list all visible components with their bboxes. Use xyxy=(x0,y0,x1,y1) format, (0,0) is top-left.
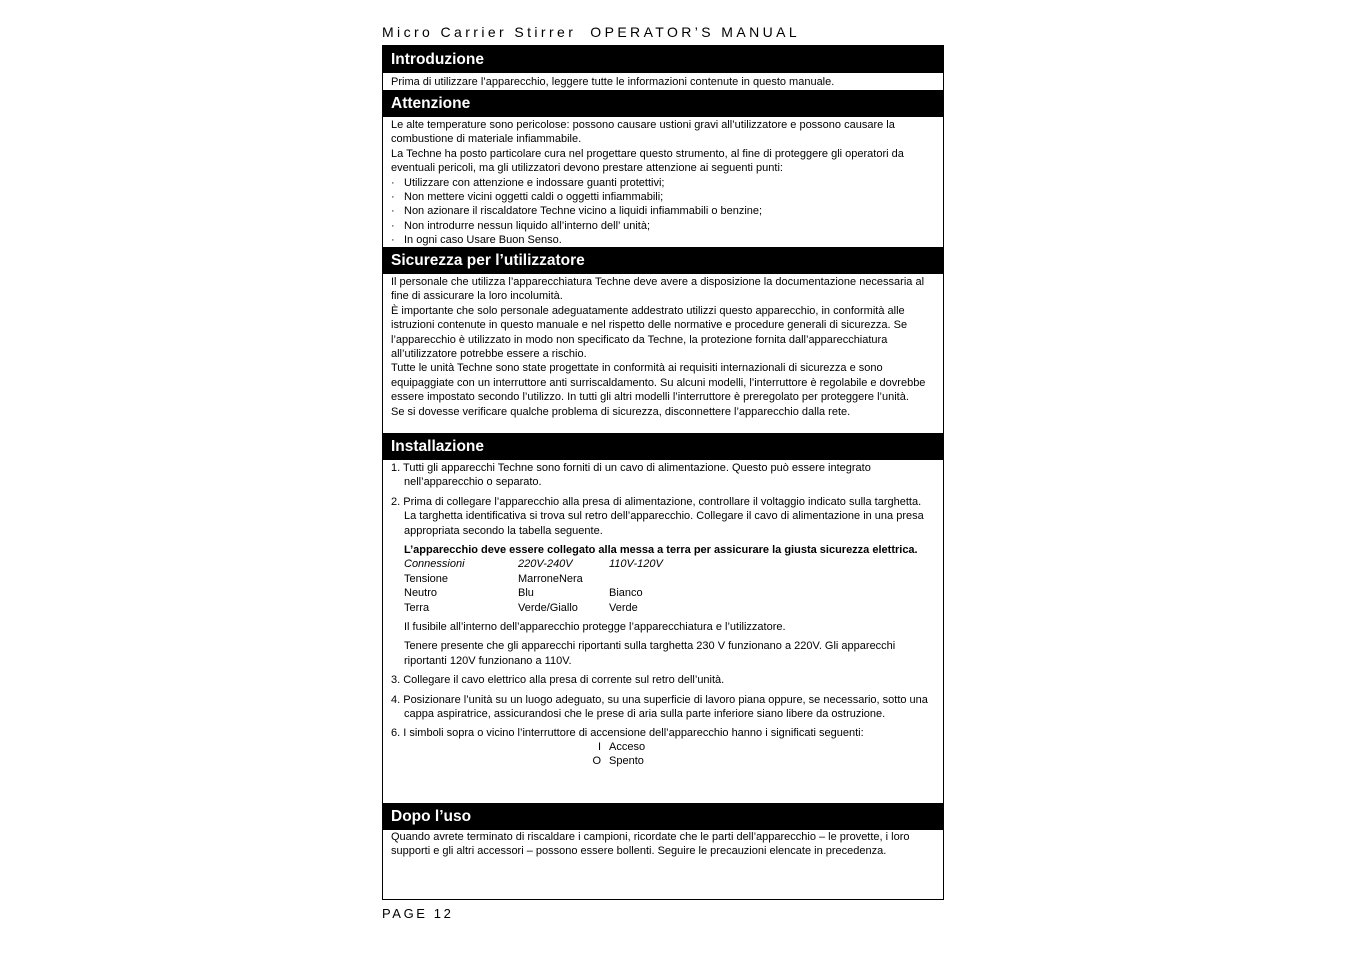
symbol-on: I xyxy=(597,740,601,753)
section-body-sicurezza xyxy=(383,274,943,433)
wiring-table xyxy=(391,557,935,615)
table-row xyxy=(404,586,935,600)
attenzione-p1: Le alte temperature sono pericolose: possono causare ustioni gravi all’utilizzatore e possono causare la combustione di materiale infiammabile. xyxy=(391,119,895,146)
list-item: · Non mettere vicini oggetti caldi o oggetti infiammabili; xyxy=(391,190,935,204)
section-title-dopo-uso: Dopo l’uso xyxy=(383,803,943,830)
voltage-note: Tenere presente che gli apparecchi riportanti sulla targhetta 230 V funzionano a 220V. Gli apparecchi riportanti 120V funzionano a 110V. xyxy=(404,640,896,667)
manual-content xyxy=(382,45,944,900)
section-title-sicurezza: Sicurezza per l’utilizzatore xyxy=(383,247,943,274)
symbol-meaning: Acceso xyxy=(609,740,646,753)
table-cell: MarroneNera xyxy=(518,572,583,585)
section-body-introduzione xyxy=(383,73,943,90)
dopo-text: Quando avrete terminato di riscaldare i campioni, ricordate che le parti dell’apparecchio – le provette, i loro supporti e gli altri accessori – possono essere bollenti. Seguire le precauzioni elencate in precedenza. xyxy=(391,831,910,858)
table-header-cell: 110V-120V xyxy=(609,558,663,571)
fuse-note: Il fusibile all’interno dell’apparecchio protegge l’apparecchiatura e l’utilizzatore. xyxy=(404,621,786,634)
manual-title: OPERATOR’S MANUAL xyxy=(590,24,801,40)
section-title-installazione: Installazione xyxy=(383,433,943,460)
section-body-attenzione xyxy=(383,117,943,247)
earth-warning: L’apparecchio deve essere collegato alla messa a terra per assicurare la giusta sicurezza elettrica. xyxy=(404,544,918,557)
sicurezza-p1: Il personale che utilizza l’apparecchiatura Techne deve avere a disposizione la documentazione necessaria al fine di assicurare la loro incolumità. xyxy=(391,276,925,303)
sicurezza-p4: Se si dovesse verificare qualche problema di sicurezza, disconnettere l’apparecchio dalla rete. xyxy=(391,405,851,418)
list-item: · Non introdurre nessun liquido all’interno dell’ unità; xyxy=(391,219,935,233)
install-step-1: 1. Tutti gli apparecchi Techne sono forniti di un cavo di alimentazione. Questo può essere integrato nell’apparecchio o separato. xyxy=(391,462,871,489)
intro-text: Prima di utilizzare l’apparecchio, leggere tutte le informazioni contenute in questo manuale. xyxy=(391,76,835,88)
install-step-2: 2. Prima di collegare l’apparecchio alla presa di alimentazione, controllare il voltaggio indicato sulla targhetta. La targhetta identificativa si trova sul retro dell’apparecchio. Collegare il cavo di alimentazione in una presa appropriata secondo la tabella seguente. xyxy=(391,495,924,537)
symbol-off: O xyxy=(592,755,601,768)
install-step-4: 4. Posizionare l’unità su un luogo adeguato, su una superficie di lavoro piana oppure, se necessario, sotto una cappa aspiratrice, assicurandosi che le prese di aria sulla parte inferiore siano libere da ostruzione. xyxy=(391,693,928,721)
install-step-3: 3. Collegare il cavo elettrico alla presa di corrente sul retro dell’unità. xyxy=(391,674,725,687)
table-cell: Tensione xyxy=(404,572,449,585)
sicurezza-p2: È importante che solo personale adeguatamente addestrato utilizzi questo apparecchio, in conformità alle istruzioni contenute in questo manuale e nel rispetto delle normative e procedure generali di sicurezza. Se l’apparecchio è utilizzato in modo non specificato da Techne, la protezione fornita dall’apparecchiatura all’utilizzatore potrebbe essere a rischio. xyxy=(391,304,908,361)
symbol-row xyxy=(391,754,935,768)
sicurezza-p3: Tutte le unità Techne sono state progettate in conformità ai requisiti internazionali di sicurezza e sono equipaggiate con un interruttore anti surriscaldamento. Su alcuni modelli, l’interruttore è regolabile e dovrebbe essere impostato secondo l’utilizzo. In tutti gli altri modelli l’interruttore è preregolato per proteggere l’unità. xyxy=(391,362,926,404)
section-title-attenzione: Attenzione xyxy=(383,90,943,117)
table-cell: Blu xyxy=(518,587,534,600)
install-step-6: 6. I simboli sopra o vicino l’interruttore di accensione dell’apparecchio hanno i significati seguenti: xyxy=(391,726,864,739)
section-body-dopo-uso xyxy=(383,830,943,859)
section-title-introduzione: Introduzione xyxy=(383,46,943,73)
table-cell: Bianco xyxy=(609,587,643,600)
table-cell: Verde xyxy=(609,601,638,614)
symbol-row xyxy=(391,740,935,754)
page-number: PAGE 12 xyxy=(382,906,454,921)
section-body-installazione xyxy=(383,460,943,803)
list-item: · Utilizzare con attenzione e indossare guanti protettivi; xyxy=(391,176,935,190)
table-header-cell: 220V-240V xyxy=(518,558,573,571)
list-item: · In ogni caso Usare Buon Senso. xyxy=(391,233,935,247)
list-item: · Non azionare il riscaldatore Techne vicino a liquidi infiammabili o benzine; xyxy=(391,204,935,218)
page-header xyxy=(382,24,800,40)
table-cell: Verde/Giallo xyxy=(518,601,578,614)
table-row xyxy=(404,601,935,615)
table-header-cell: Connessioni xyxy=(404,558,465,571)
symbol-meaning: Spento xyxy=(609,755,644,768)
table-cell: Terra xyxy=(404,601,430,614)
table-header-row xyxy=(404,557,935,571)
table-row xyxy=(404,572,935,586)
attenzione-p2: La Techne ha posto particolare cura nel progettare questo strumento, al fine di proteggere gli operatori da eventuali pericoli, ma gli utilizzatori devono prestare attenzione ai seguenti punti: xyxy=(391,147,904,175)
table-cell: Neutro xyxy=(404,587,438,600)
product-name: Micro Carrier Stirrer xyxy=(382,24,577,40)
